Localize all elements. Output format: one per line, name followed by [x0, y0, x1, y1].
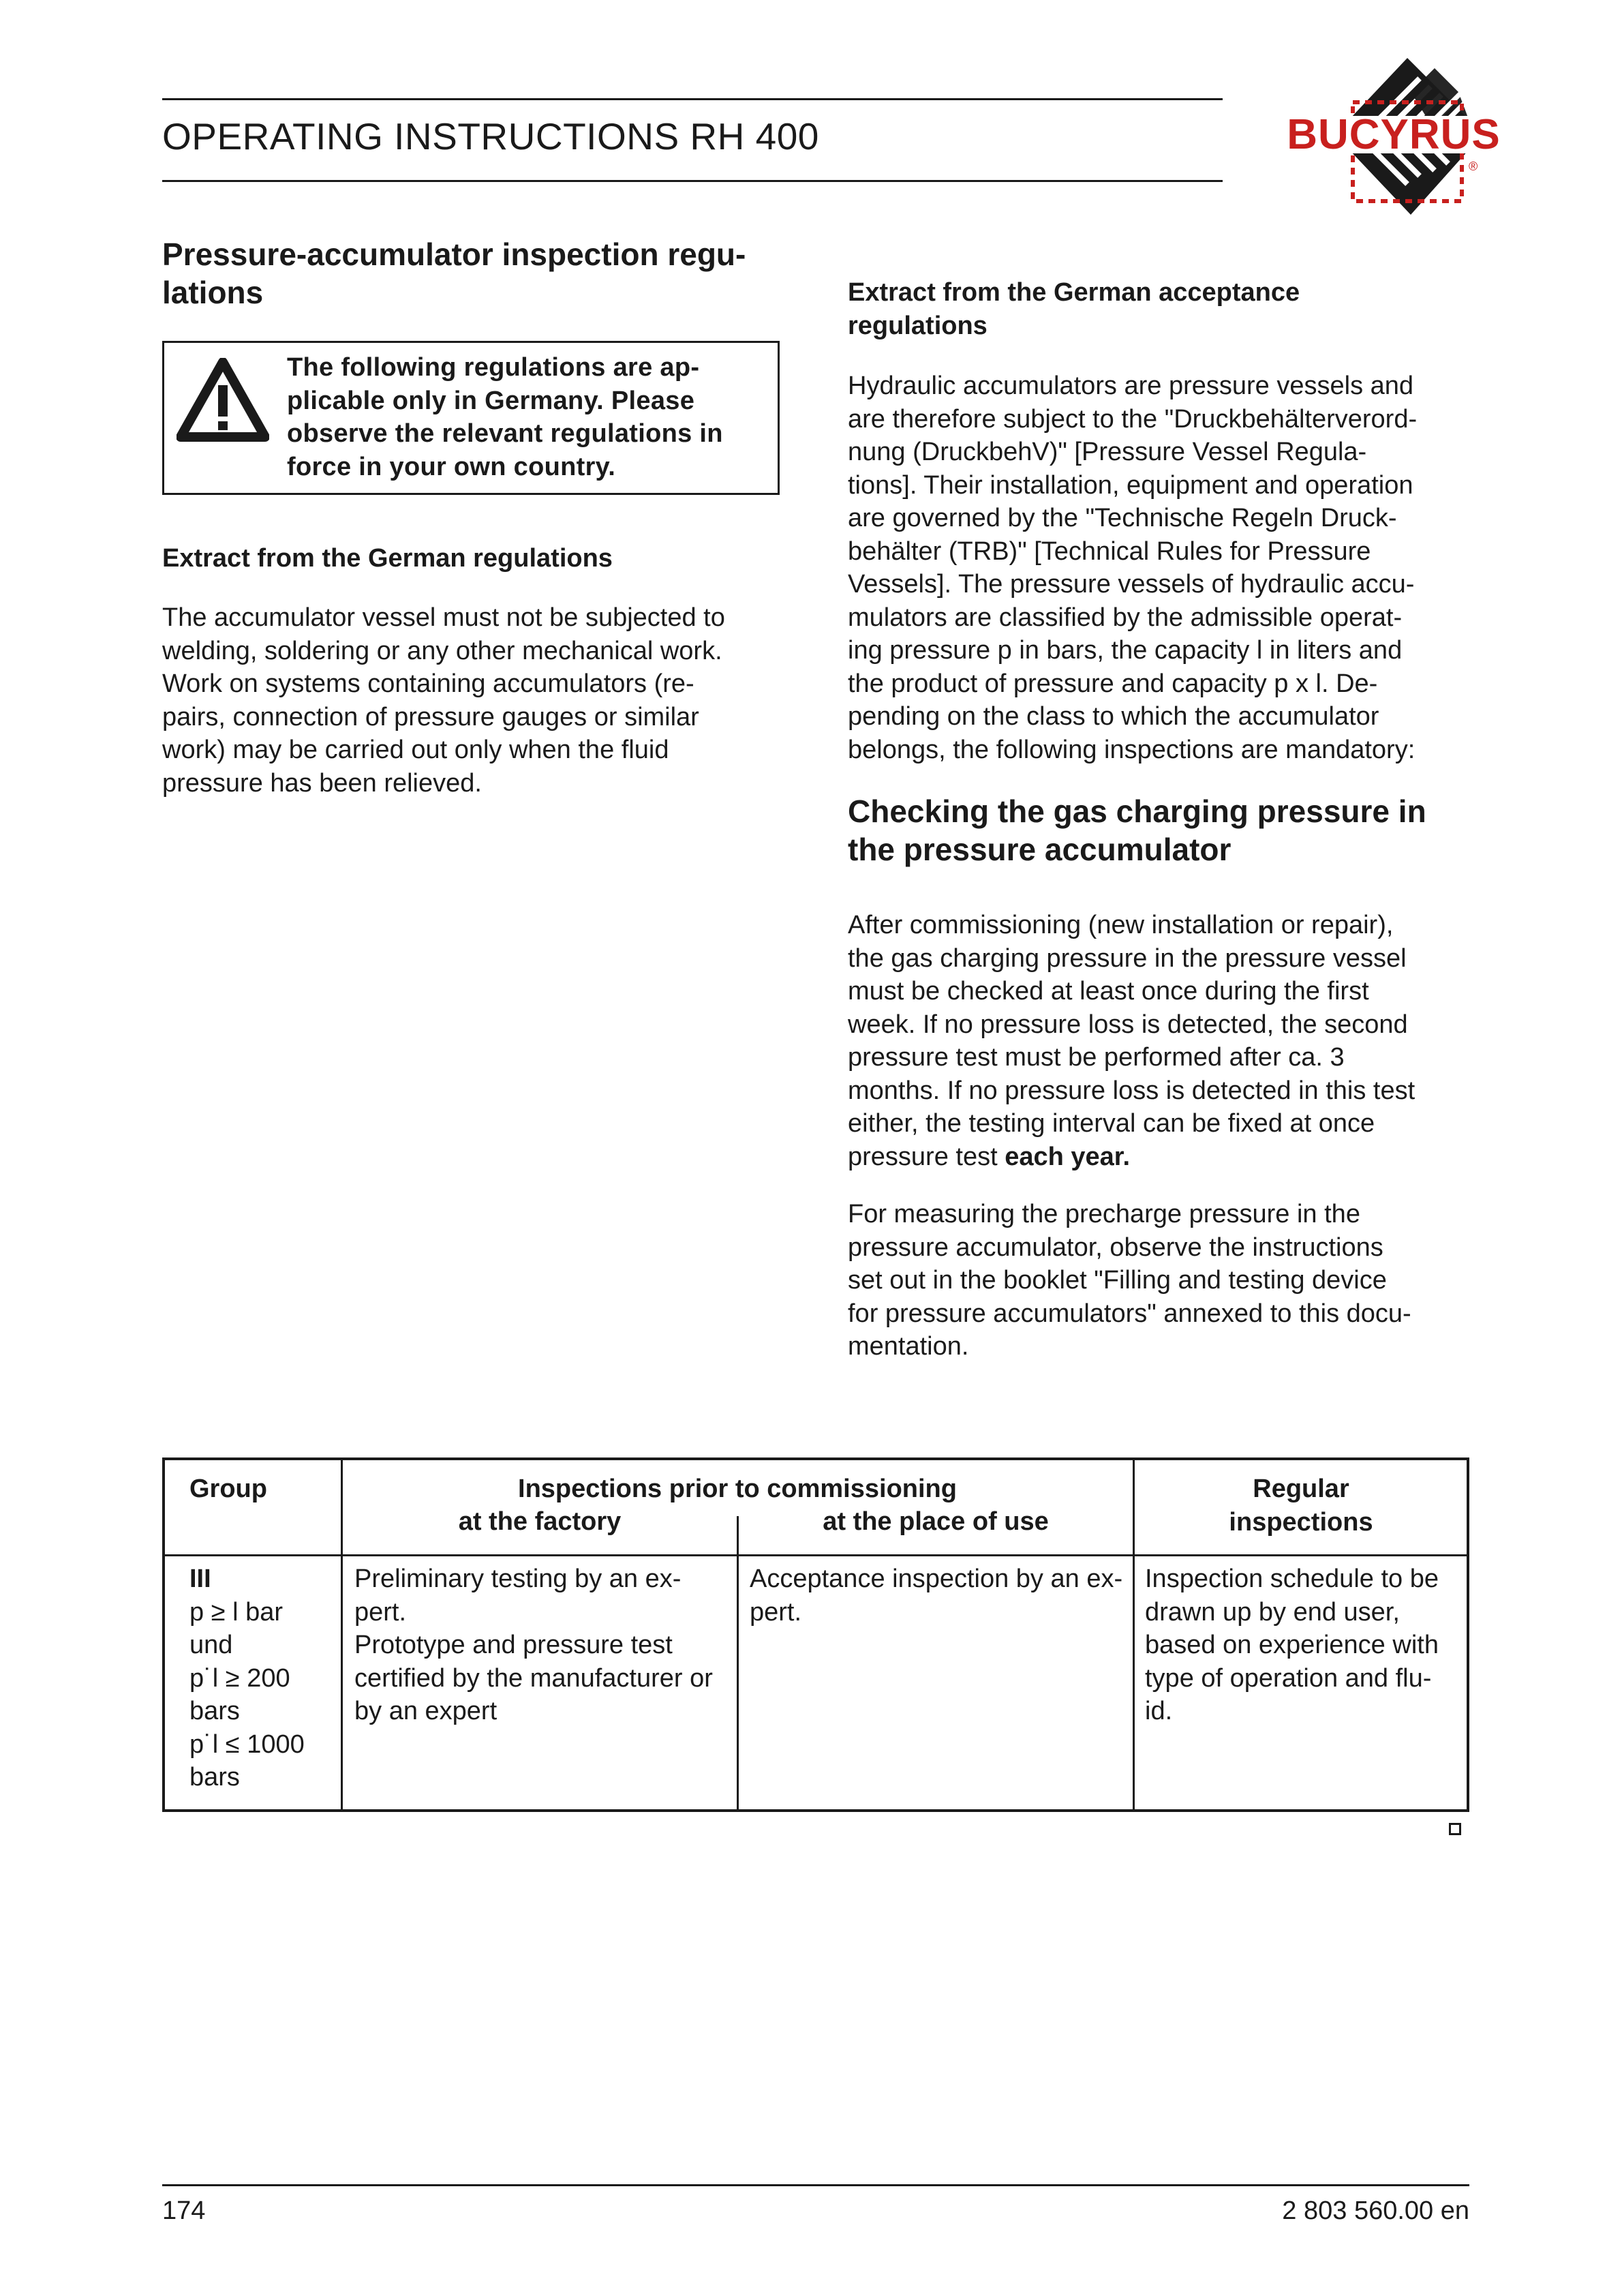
table-cell-regular: [1145, 1562, 1465, 1728]
body-line: set out in the booklet "Filling and testing device: [848, 1266, 1387, 1295]
body-line: the product of pressure and capacity p x l. De-: [848, 669, 1378, 698]
heading-line: Checking the gas charging pressure in: [848, 794, 1426, 829]
warning-line: The following regulations are ap-: [287, 353, 700, 382]
warning-box: [162, 341, 780, 495]
body-line: months. If no pressure loss is detected in this test: [848, 1076, 1416, 1105]
page-number: 174: [162, 2196, 206, 2225]
extract-german-regulations-heading: Extract from the German regulations: [162, 544, 613, 573]
cell-line: by an expert: [354, 1697, 498, 1725]
cell-line: Prototype and pressure test: [354, 1631, 673, 1659]
body-line: pressure has been relieved.: [162, 768, 482, 798]
body-line: Vessels]. The pressure vessels of hydraulic accu-: [848, 570, 1415, 599]
cell-line: bars: [189, 1697, 240, 1725]
body-line: must be checked at least once during the first: [848, 977, 1369, 1006]
body-line: are governed by the "Technische Regeln Druck-: [848, 504, 1397, 532]
cell-line: p˙l ≥ 200: [189, 1663, 290, 1693]
table-cell-at-place-of-use: [750, 1562, 1135, 1629]
body-line: week. If no pressure loss is detected, the second: [848, 1010, 1408, 1039]
header-inspections-prior: Inspections prior to commissioning: [518, 1475, 957, 1503]
logo-upper-mark: [1349, 58, 1469, 119]
body-line: ing pressure p in bars, the capacity l in liters and: [848, 636, 1403, 665]
body-line: Work on systems containing accumulators (re-: [162, 669, 694, 698]
body-line: pressure test must be performed after ca. 3: [848, 1043, 1345, 1072]
body-line: For measuring the precharge pressure in the: [848, 1200, 1360, 1228]
cell-line: Inspection schedule to be: [1145, 1565, 1439, 1593]
body-line: mulators are classified by the admissible operat-: [848, 603, 1403, 632]
header-regular-inspections: [1135, 1472, 1467, 1539]
warning-line: observe the relevant regulations in: [287, 419, 723, 448]
table-cell-group: [189, 1562, 336, 1794]
body-line: pressure accumulator, observe the instructions: [848, 1233, 1383, 1262]
warning-triangle-icon: [177, 358, 269, 442]
cell-line: bars: [189, 1763, 240, 1792]
body-text-span: pressure test: [848, 1142, 1005, 1171]
table-divider: [737, 1516, 739, 1809]
body-line: either, the testing interval can be fixed at once: [848, 1109, 1375, 1138]
header-at-place-of-use: at the place of use: [823, 1507, 1049, 1536]
body-line: belongs, the following inspections are mandatory:: [848, 735, 1416, 764]
body-line: behälter (TRB)" [Technical Rules for Pressure: [848, 537, 1371, 566]
body-line: pairs, connection of pressure gauges or similar: [162, 702, 699, 731]
cell-line: drawn up by end user,: [1145, 1597, 1400, 1627]
heading-line: the pressure accumulator: [848, 832, 1231, 867]
section-heading-inspection-regulations: [162, 235, 789, 312]
extract-german-regulations-body: [162, 601, 780, 800]
cell-line: p ≥ l bar: [189, 1597, 284, 1627]
cell-line: pert.: [750, 1597, 802, 1627]
inspection-table: [162, 1457, 1469, 1812]
body-line: are therefore subject to the "Druckbehälterverord-: [848, 404, 1418, 434]
table-header-rule: [165, 1554, 1467, 1556]
emphasis-each-year: each year.: [1005, 1142, 1131, 1171]
document-title: OPERATING INSTRUCTIONS RH 400: [162, 115, 819, 157]
cell-line: Acceptance inspection by an ex-: [750, 1565, 1123, 1593]
body-line: pending on the class to which the accumulator: [848, 702, 1379, 731]
body-line: work) may be carried out only when the fluid: [162, 736, 669, 764]
warning-line: force in your own country.: [287, 452, 616, 481]
cell-line: based on experience with: [1145, 1631, 1439, 1659]
header-line: inspections: [1229, 1507, 1373, 1537]
body-line: The accumulator vessel must not be subjected to: [162, 603, 725, 632]
header-rule-top: [162, 98, 1223, 100]
logo-lower-mark: [1349, 150, 1469, 215]
measuring-precharge-body: [848, 1198, 1469, 1363]
heading-line: regulations: [848, 312, 988, 340]
acceptance-regulations-heading: [848, 276, 1469, 343]
document-number: 2 803 560.00 en: [1282, 2196, 1469, 2225]
cell-line: III: [189, 1565, 211, 1593]
warning-line: plicable only in Germany. Please: [287, 386, 695, 415]
acceptance-regulations-body: [848, 369, 1469, 766]
body-line: the gas charging pressure in the pressure vessel: [848, 943, 1407, 973]
heading-line: Extract from the German acceptance: [848, 278, 1300, 307]
warning-text: [287, 351, 764, 483]
cell-line: pert.: [354, 1597, 407, 1627]
end-of-section-square-icon: [1449, 1823, 1461, 1835]
heading-line: lations: [162, 275, 264, 310]
cell-line: Preliminary testing by an ex-: [354, 1565, 682, 1593]
header-line: Regular: [1253, 1475, 1349, 1503]
checking-gas-pressure-body: [848, 909, 1469, 1173]
cell-line: certified by the manufacturer or: [354, 1663, 713, 1693]
table-divider: [1133, 1460, 1135, 1809]
body-line: After commissioning (new installation or repair),: [848, 911, 1394, 939]
header-rule-bottom: [162, 180, 1223, 182]
body-line: nung (DruckbehV)" [Pressure Vessel Regula-: [848, 438, 1367, 466]
body-line: welding, soldering or any other mechanical work.: [162, 636, 722, 665]
header-at-factory: at the factory: [458, 1507, 622, 1536]
table-divider: [341, 1460, 343, 1809]
footer-rule: [162, 2184, 1469, 2186]
body-line-last: [848, 1141, 1469, 1174]
cell-line: id.: [1145, 1697, 1173, 1725]
body-line: tions]. Their installation, equipment and operation: [848, 470, 1413, 500]
logo-wordmark: BUCYRUS: [1287, 111, 1501, 158]
body-line: mentation.: [848, 1332, 969, 1361]
checking-gas-pressure-heading: [848, 792, 1469, 868]
cell-line: p˙l ≤ 1000: [189, 1729, 305, 1759]
cell-line: und: [189, 1631, 233, 1659]
registered-mark: ®: [1469, 160, 1478, 173]
bucyrus-logo: [1264, 51, 1523, 215]
table-cell-at-factory: [354, 1562, 736, 1728]
header-group: Group: [189, 1475, 267, 1503]
body-line: Hydraulic accumulators are pressure vessels and: [848, 372, 1414, 400]
heading-line: Pressure-accumulator inspection regu-: [162, 237, 746, 272]
body-line: for pressure accumulators" annexed to this docu-: [848, 1299, 1411, 1328]
cell-line: type of operation and flu-: [1145, 1663, 1432, 1693]
